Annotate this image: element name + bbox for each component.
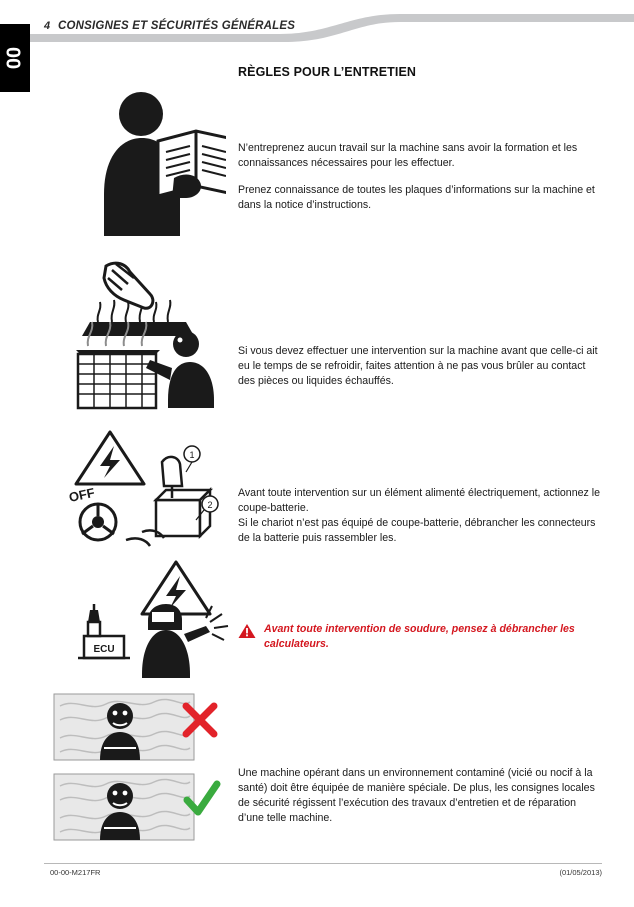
header-title: CONSIGNES ET SÉCURITÉS GÉNÉRALES: [58, 20, 296, 32]
paragraph-text: Avant toute intervention sur un élément alimenté électriquement, actionnez le coupe-batterie.: [238, 487, 600, 514]
paragraph-block-battery-disconnect: [238, 486, 602, 546]
warning-text: Avant toute intervention de soudure, pensez à débrancher les calculateurs.: [264, 623, 575, 650]
warning-block-welding: [238, 622, 608, 652]
welding-ecu-hazard-icon: [64, 560, 234, 680]
electrical-hazard-battery-switch-icon: [64, 428, 234, 548]
paragraph-text: Si vous devez effectuer une intervention sur la machine avant que celle-ci ait eu le temps de se refroidir, faites attention à ne pas vous brûler au contact des pièces ou liquides échauffés.: [238, 345, 598, 387]
paragraph-block-hot-surfaces: [238, 344, 602, 389]
svg-text:2: 2: [207, 500, 213, 510]
chapter-tab-number: 00: [3, 46, 26, 70]
chapter-tab: [0, 24, 30, 92]
svg-text:1: 1: [189, 450, 195, 460]
red-warning-triangle-icon: [238, 623, 256, 639]
svg-text:ECU: ECU: [93, 644, 115, 655]
cross-mark-icon: [180, 700, 220, 740]
paragraph-block-contaminated-environment: [238, 766, 602, 826]
footer-date: (01/05/2013): [559, 868, 602, 877]
paragraph-text: Prenez connaissance de toutes les plaques d’informations sur la machine et dans la notice d’instructions.: [238, 184, 595, 211]
paragraph-text: N’entreprenez aucun travail sur la machine sans avoir la formation et les connaissances nécessaires pour les effectuer.: [238, 142, 578, 169]
paragraph-block-maintenance-training: [238, 141, 602, 213]
person-reading-manual-icon: [46, 86, 226, 236]
check-mark-icon: [182, 780, 222, 820]
svg-text:OFF: OFF: [67, 484, 97, 505]
page-number: 4: [44, 20, 51, 32]
paragraph-text: Si le chariot n’est pas équipé de coupe-batterie, débrancher les connecteurs de la batterie puis rassembler les.: [238, 517, 596, 544]
hot-surface-burn-hazard-icon: [64, 258, 224, 410]
page-title: RÈGLES POUR L’ENTRETIEN: [238, 65, 417, 79]
footer-document-code: 00-00-M217FR: [50, 868, 101, 877]
paragraph-text: Une machine opérant dans un environnement contaminé (vicié ou nocif à la santé) doit être équipée de manière spéciale. De plus, les consignes locales de sécurité régissent l’exécution des travaux d’entretien et de réparation d’une telle machine.: [238, 767, 595, 824]
page-footer: [44, 863, 602, 881]
page-header: [0, 0, 634, 48]
